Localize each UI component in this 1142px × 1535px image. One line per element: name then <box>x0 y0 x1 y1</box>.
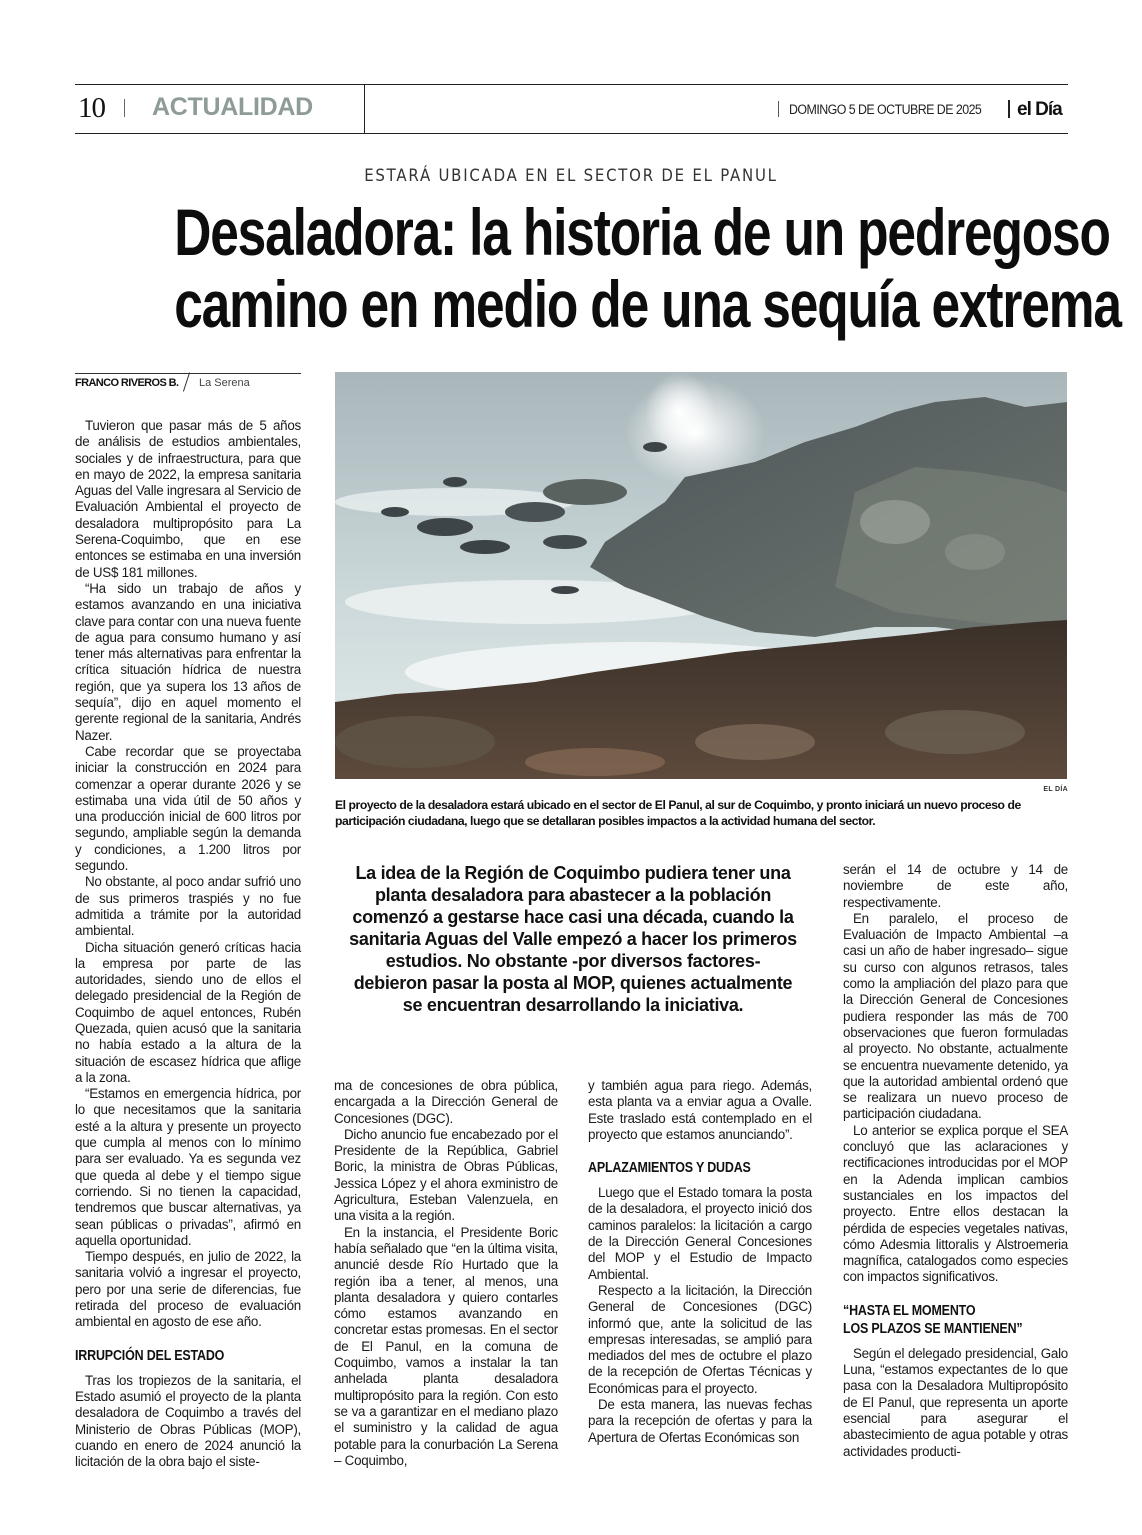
header-separator <box>1008 100 1010 118</box>
section-subheading: APLAZAMIENTOS Y DUDAS <box>588 1160 751 1177</box>
newspaper-logo: el Día <box>1017 99 1062 120</box>
article-column-2 <box>334 1078 558 1469</box>
byline-location: La Serena <box>199 377 250 389</box>
byline-divider <box>183 372 190 391</box>
byline-author: FRANCO RIVEROS B. <box>75 377 179 389</box>
headline-line: camino en medio de una sequía extrema <box>174 267 1121 341</box>
photo-caption: El proyecto de la desaladora estará ubicado en el sector de El Panul, al sur de Coquimbo, y pronto iniciará un nuevo proceso de participación ciudadana, luego que se detallaran posibles impactos a la actividad humana del sector. <box>335 798 1021 828</box>
body-paragraph: Tuvieron que pasar más de 5 años de análisis de estudios ambientales, sociales y de infraestructura, para que en mayo de 2022, la empresa sanitaria Aguas del Valle ingresara al Servicio de Evaluación Ambiental el proyecto de desaladora multipropósito para La Serena-Coquimbo, que en ese entonces se estimaba en una inversión de US$ 181 millones. <box>75 418 301 580</box>
section-name: ACTUALIDAD <box>152 93 313 121</box>
article-standfirst: La idea de la Región de Coquimbo pudiera tener una planta desaladora para abastecer a la población comenzó a gestarse hace casi una década, cuando la sanitaria Aguas del Valle empezó a hacer los primeros estudios. No obstante -por diversos factores- debieron pasar la posta al MOP, quienes actualmente se encuentran desarrollando la iniciativa. <box>349 863 797 1015</box>
body-paragraph: Tras los tropiezos de la sanitaria, el Estado asumió el proyecto de la planta desaladora de Coquimbo a través del Ministerio de Obras Públicas (MOP), cuando en enero de 2024 anunció la licitación de la obra bajo el siste- <box>75 1372 301 1470</box>
page-number: 10 <box>78 92 105 124</box>
body-paragraph: En paralelo, el proceso de Evaluación de Impacto Ambiental –a casi un año de haber ingresado– sigue su curso con algunos retrasos, tales como la ampliación del plazo para que la Dirección General de Concesiones pudiera responder las más de 700 observaciones que fueron formuladas al proyecto. No obstante, actualmente se encuentra nuevamente detenido, ya que la autoridad ambiental ordenó que se realizara un nuevo proceso de participación ciudadana. <box>843 910 1068 1122</box>
body-paragraph: Luego que el Estado tomara la posta de la desaladora, el proyecto inició dos caminos paralelos: la licitación a cargo de la Dirección General Concesiones del MOP y el Estudio de Impacto Ambiental. <box>588 1185 812 1282</box>
coastline-photo-illustration <box>335 372 1067 779</box>
section-subheading: IRRUPCIÓN DEL ESTADO <box>75 1347 225 1364</box>
header-separator <box>124 99 125 117</box>
headline-line: Desaladora: la historia de un pedregoso <box>174 195 1110 269</box>
body-paragraph: ma de concesiones de obra pública, encargada a la Dirección General de Concesiones (DGC). <box>334 1078 558 1126</box>
body-paragraph: Lo anterior se explica porque el SEA concluyó que las aclaraciones y rectificaciones introducidas por el MOP en la Adenda implican cambios sustanciales en los impactos del proyecto. Entre ellos destacan la pérdida de especies vegetales nativas, cómo Adesmia littoralis y Alstroemeria magnífica, catalogados como especies con impactos significativos. <box>843 1122 1068 1285</box>
header-separator <box>778 101 779 117</box>
article-column-4 <box>843 862 1068 1460</box>
article-kicker: ESTARÁ UBICADA EN EL SECTOR DE EL PANUL <box>364 166 778 186</box>
body-paragraph: Cabe recordar que se proyectaba iniciar la construcción en 2024 para comenzar a operar durante 2026 y se estimaba una vida útil de 50 años y una producción inicial de 600 litros por segundo, ampliable según la demanda y condiciones, a 1.200 litros por segundo. <box>75 743 301 874</box>
body-paragraph: “Ha sido un trabajo de años y estamos avanzando en una iniciativa clave para contar con una nueva fuente de agua para consumo humano y así tener más alternativas para enfrentar la crítica situación hídrica de nuestra región, que ya supera los 13 años de sequía”, dijo en aquel momento el gerente regional de la sanitaria, Andrés Nazer. <box>75 580 301 743</box>
body-paragraph: y también agua para riego. Además, esta planta va a enviar agua a Ovalle. Este traslado está contemplado en el proyecto que estamos anunciando”. <box>588 1078 812 1142</box>
body-paragraph: “Estamos en emergencia hídrica, por lo que necesitamos que la sanitaria esté a la altura y presente un proyecto que cumpla al menos con lo mínimo para ser evaluado. Ya es segunda vez que queda al debe y el tiempo sigue corriendo. Si no tienen la capacidad, tendremos que buscar alternativas, ya sean públicas o privadas”, afirmó en aquella oportunidad. <box>75 1086 301 1248</box>
article-photo <box>335 372 1067 779</box>
header-bottom-rule <box>75 133 1068 134</box>
photo-credit: EL DÍA <box>1043 786 1068 793</box>
body-paragraph: Dicho anuncio fue encabezado por el Presidente de la República, Gabriel Boric, la ministra de Obras Públicas, Jessica López y el ahora exministro de Agricultura, Esteban Valenzuela, en una visita a la región. <box>334 1126 558 1224</box>
body-paragraph: En la instancia, el Presidente Boric había señalado que “en la última visita, anuncié desde Río Hurtado que la región iba a tener, al menos, una planta desaladora y quiero contarles cómo estamos avanzando en concretar estas promesas. En el sector de El Panul, en la comuna de Coquimbo, vamos a instalar la tan anhelada planta desaladora multipropósito para la región. Con esto se va a garantizar en el mediano plazo el suministro y la calidad de agua potable para la conurbación La Serena – Coquimbo, <box>334 1224 558 1468</box>
body-paragraph: Dicha situación generó críticas hacia la empresa por parte de las autoridades, siendo uno de ellos el delegado presidencial de la Región de Coquimbo de aquel entonces, Rubén Quezada, quien acusó que la sanitaria no había estado a la altura de la situación de escasez hídrica que aflige a la zona. <box>75 939 301 1085</box>
section-subheading: “HASTA EL MOMENTO <box>843 1302 976 1319</box>
body-paragraph: Respecto a la licitación, la Dirección General de Concesiones (DGC) informó que, ante la solicitud de las empresas interesadas, se amplió para mediados del mes de octubre el plazo de la recepción de Ofertas Técnicas y Económicas para el proyecto. <box>588 1282 812 1396</box>
body-paragraph: Tiempo después, en julio de 2022, la sanitaria volvió a ingresar el proyecto, pero por una serie de diferencias, fue retirada del proceso de evaluación ambiental en agosto de ese año. <box>75 1249 301 1330</box>
body-paragraph: No obstante, al poco andar sufrió uno de sus primeros traspiés y no fue admitida a trámite por la autoridad ambiental. <box>75 874 301 939</box>
body-paragraph: serán el 14 de octubre y 14 de noviembre de este año, respectivamente. <box>843 862 1068 910</box>
body-paragraph: De esta manera, las nuevas fechas para la recepción de ofertas y para la Apertura de Ofertas Económicas son <box>588 1397 812 1445</box>
article-column-1 <box>75 418 301 1470</box>
issue-date: DOMINGO 5 DE OCTUBRE DE 2025 <box>789 102 982 117</box>
header-divider <box>364 84 365 134</box>
article-headline <box>174 195 1121 341</box>
section-subheading: LOS PLAZOS SE MANTIENEN” <box>843 1320 1023 1337</box>
body-paragraph: Según el delegado presidencial, Galo Luna, “estamos expectantes de lo que pasa con la Desaladora Multipropósito de El Panul, que representa un aporte esencial para asegurar el abastecimiento de agua potable y otras actividades producti- <box>843 1345 1068 1459</box>
header-top-rule <box>75 84 1068 85</box>
article-column-3 <box>588 1078 812 1446</box>
